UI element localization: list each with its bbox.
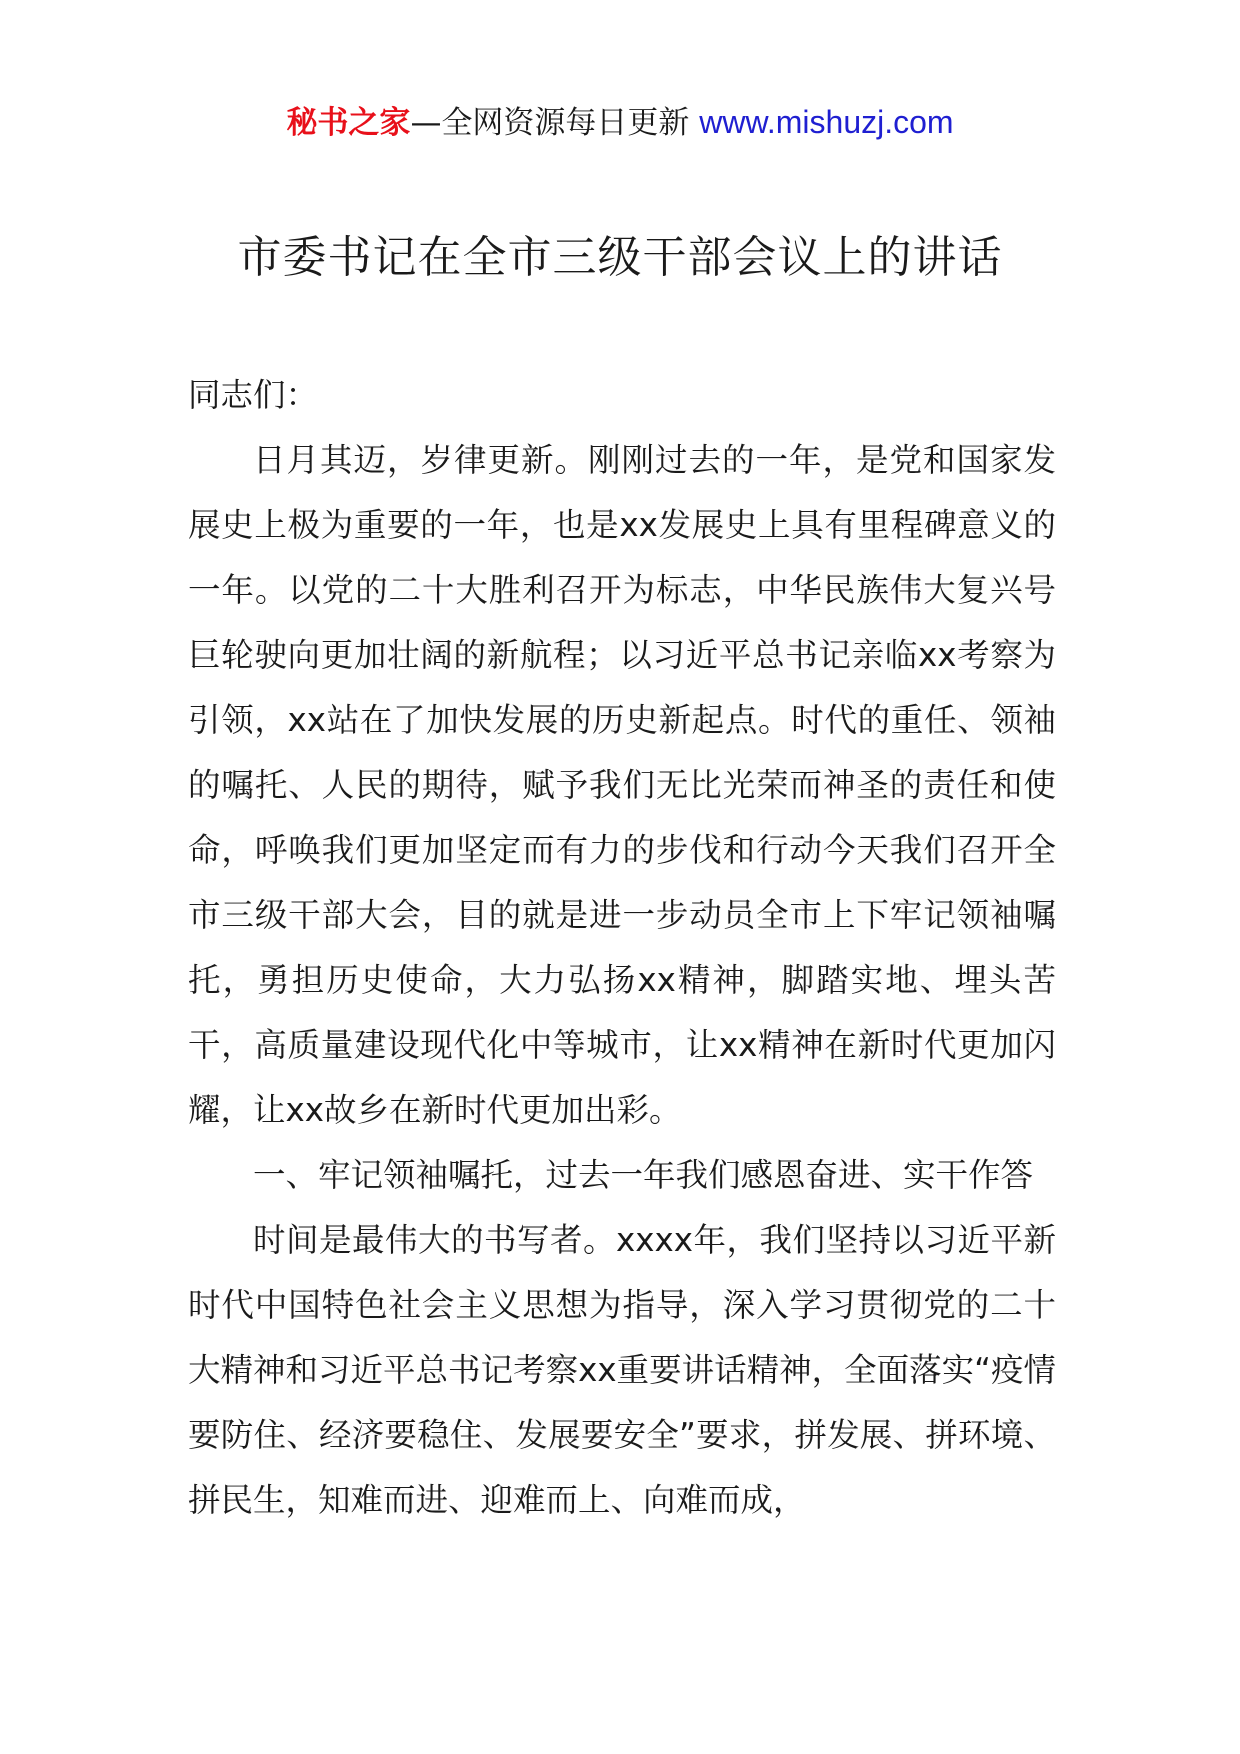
document-title: 市委书记在全市三级干部会议上的讲话	[237, 232, 1003, 283]
body-paragraph: 时间是最伟大的书写者。xxxx年，我们坚持以习近平新时代中国特色社会主义思想为指导，深入学习贯彻党的二十大精神和习近平总书记考察xx重要讲话精神，全面落实“疫情要防住、经济要稳住、发展要安全”要求，拼发展、拼环境、拼民生，知难而进、迎难而上、向难而成，	[188, 1221, 1056, 1519]
section-heading: 一、牢记领袖嘱托，过去一年我们感恩奋进、实干作答	[253, 1156, 1034, 1194]
document-body	[188, 363, 1056, 1533]
body-paragraph: 日月其迈，岁律更新。刚刚过去的一年，是党和国家发展史上极为重要的一年，也是xx发展史上具有里程碑意义的一年。以党的二十大胜利召开为标志，中华民族伟大复兴号巨轮驶向更加壮阔的新航程；以习近平总书记亲临xx考察为引领，xx站在了加快发展的历史新起点。时代的重任、领袖的嘱托、人民的期待，赋予我们无比光荣而神圣的责任和使命，呼唤我们更加坚定而有力的步伐和行动今天我们召开全市三级干部大会，目的就是进一步动员全市上下牢记领袖嘱托，勇担历史使命，大力弘扬xx精神，脚踏实地、埋头苦干，高质量建设现代化中等城市，让xx精神在新时代更加闪耀，让xx故乡在新时代更加出彩。	[188, 441, 1056, 1129]
site-header	[0, 100, 1240, 145]
site-url[interactable]: www.mishuzj.com	[699, 104, 954, 140]
site-brand: 秘书之家	[286, 105, 411, 141]
site-tagline: —全网资源每日更新	[410, 105, 700, 141]
salutation: 同志们：	[188, 376, 319, 414]
